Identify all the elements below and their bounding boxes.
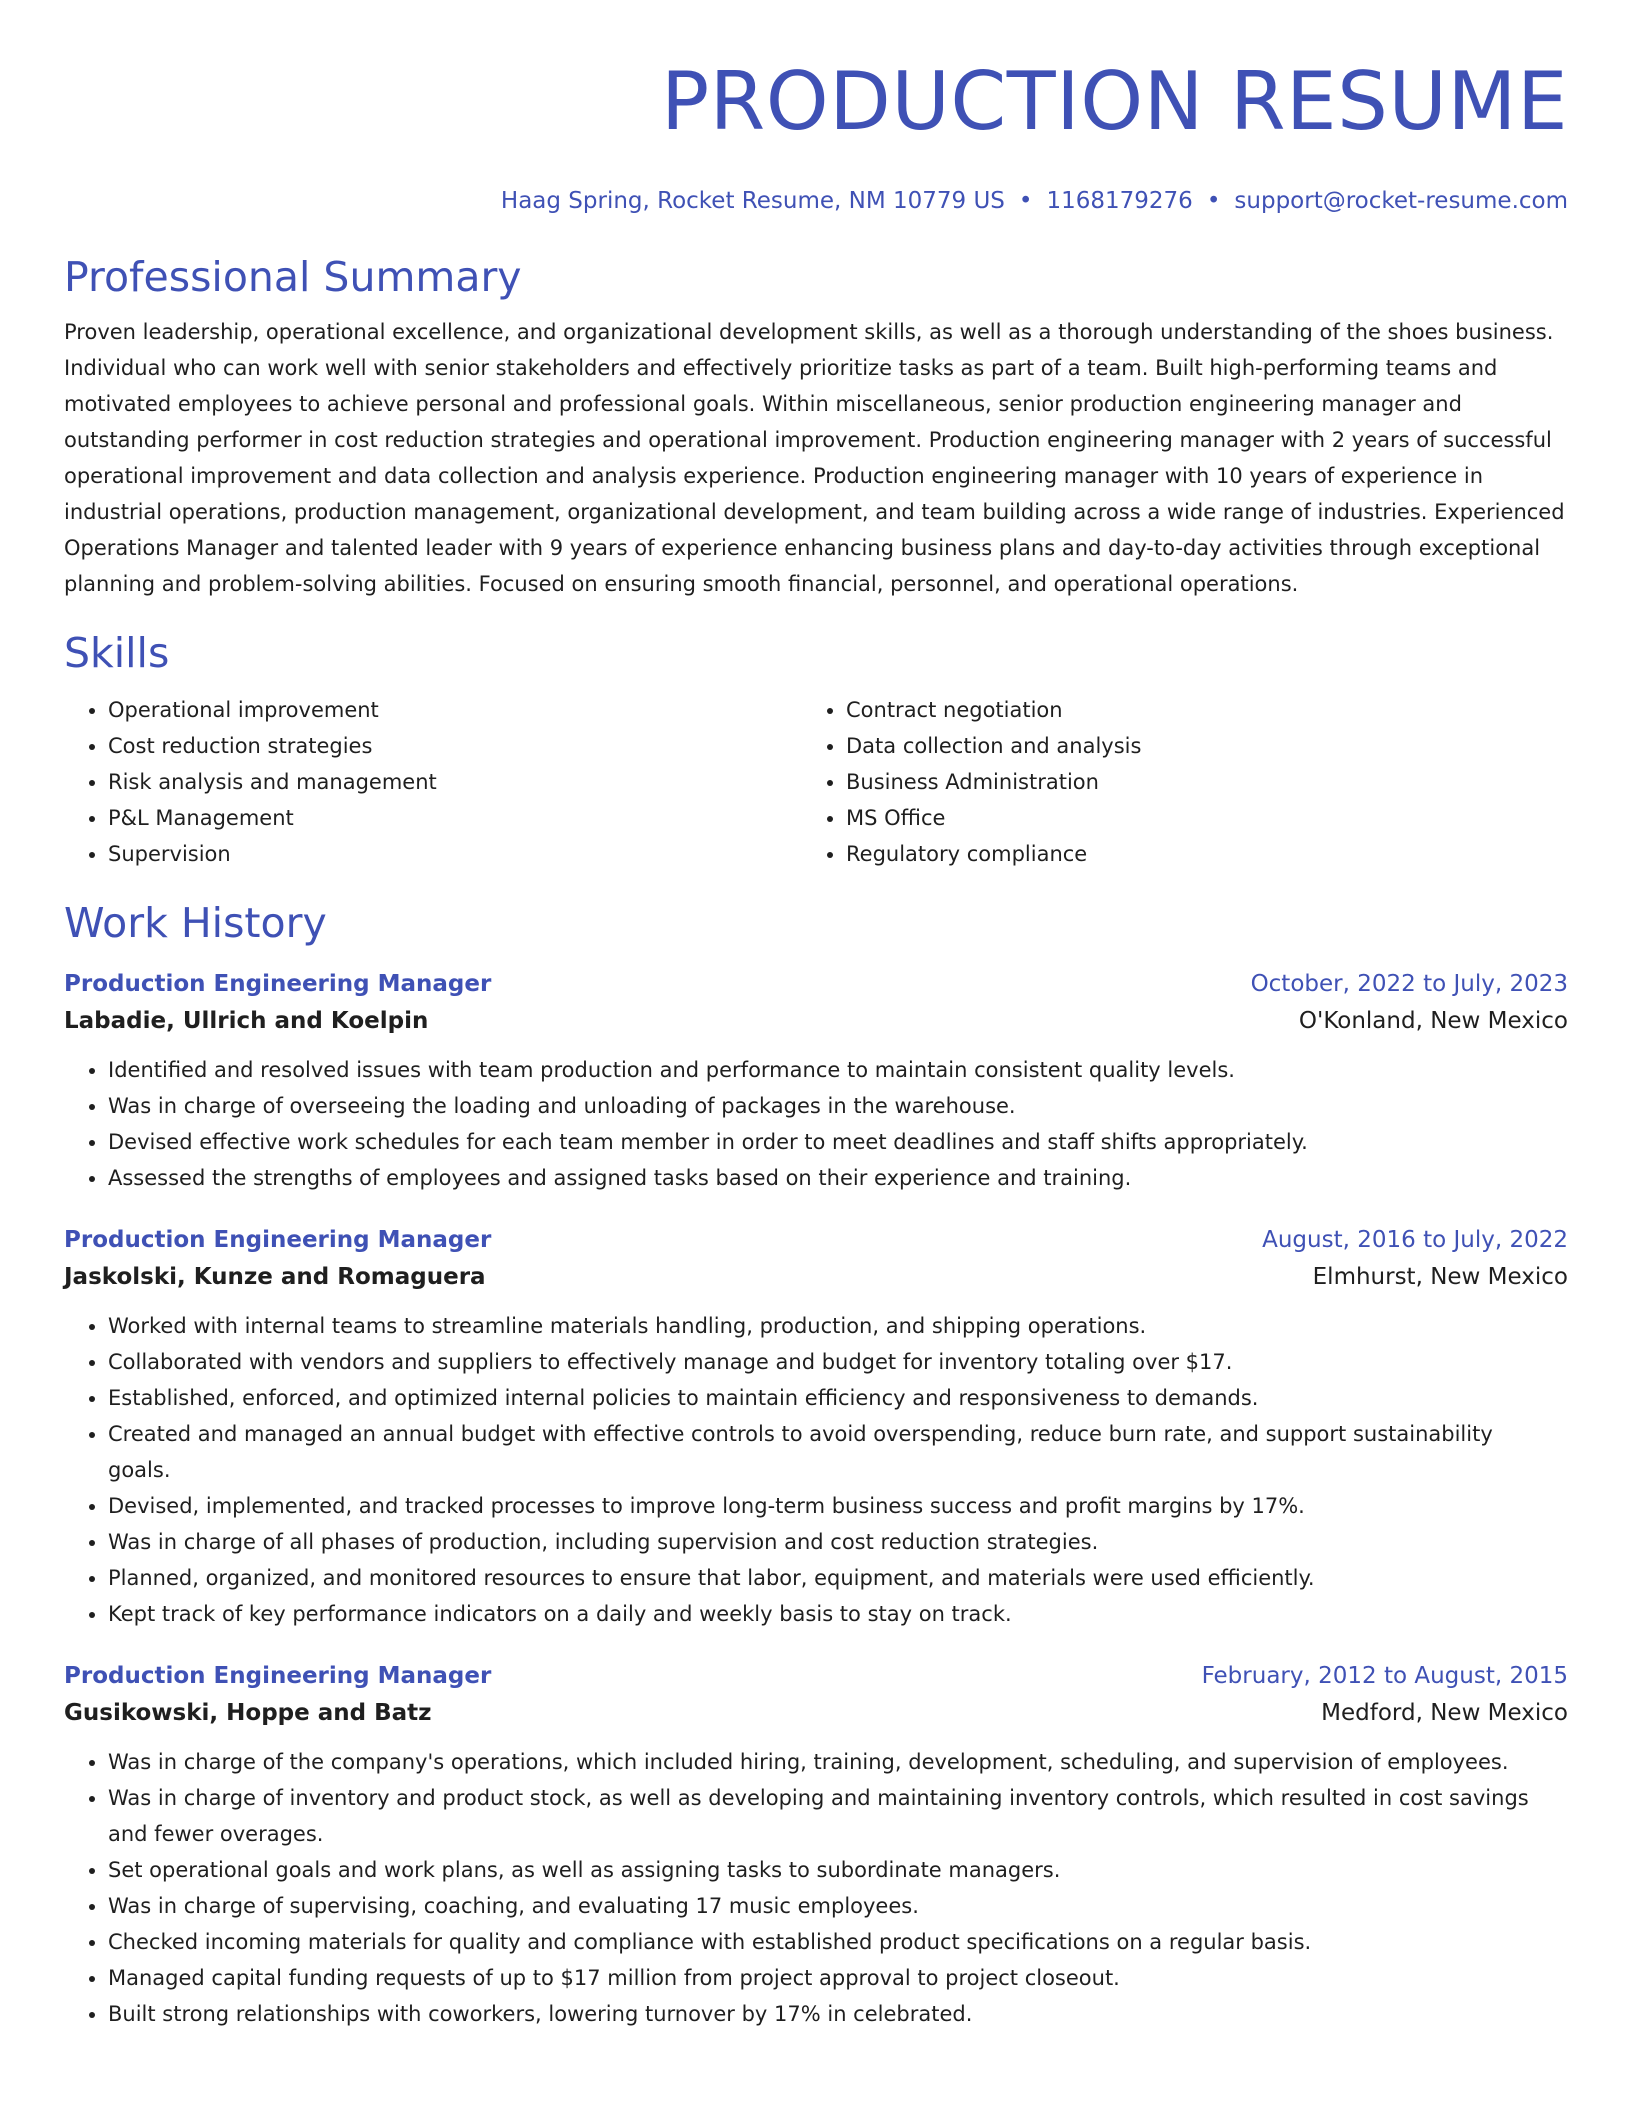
skill-item: • P&L Management <box>108 800 802 836</box>
duty-item: • Was in charge of inventory and product stock, as well as developing and maintaining inventory controls, which resulted in cost savings and fewer overages. <box>108 1780 1568 1852</box>
job-duties <box>64 1308 1568 1632</box>
duty-item: • Devised effective work schedules for each team member in order to meet deadlines and staff shifts appropriately. <box>108 1124 1568 1160</box>
skill-item: • Cost reduction strategies <box>108 728 802 764</box>
duty-item: • Created and managed an annual budget with effective controls to avoid overspending, reduce burn rate, and support sustainability goals. <box>108 1416 1568 1488</box>
job-location: Medford, New Mexico <box>1321 1700 1568 1726</box>
company-name: Labadie, Ullrich and Koelpin <box>64 1008 429 1034</box>
skills-list <box>64 692 1568 872</box>
contact-separator: • <box>1206 188 1221 214</box>
duty-item: • Identified and resolved issues with team production and performance to maintain consistent quality levels. <box>108 1052 1568 1088</box>
job-title: Production Engineering Manager <box>64 971 492 997</box>
skills-column-left <box>64 692 802 872</box>
job-dates: February, 2012 to August, 2015 <box>1201 1663 1568 1689</box>
skill-item: • Business Administration <box>846 764 1540 800</box>
job-employer <box>64 1694 1568 1732</box>
job-header <box>64 1658 1568 1694</box>
duty-item: • Assessed the strengths of employees and assigned tasks based on their experience and training. <box>108 1160 1568 1196</box>
skills-column-right <box>802 692 1540 872</box>
resume-header <box>64 52 1568 216</box>
duty-item: • Established, enforced, and optimized internal policies to maintain efficiency and responsiveness to demands. <box>108 1380 1568 1416</box>
summary-heading: Professional Summary <box>64 253 522 301</box>
contact-address: Haag Spring, Rocket Resume, NM 10779 US <box>500 188 1005 214</box>
duty-item: • Worked with internal teams to streamline materials handling, production, and shipping operations. <box>108 1308 1568 1344</box>
job-title: Production Engineering Manager <box>64 1663 492 1689</box>
job-location: O'Konland, New Mexico <box>1298 1008 1568 1034</box>
job-employer <box>64 1258 1568 1296</box>
skill-item: • Operational improvement <box>108 692 802 728</box>
skill-item: • Contract negotiation <box>846 692 1540 728</box>
job-location: Elmhurst, New Mexico <box>1312 1264 1568 1290</box>
job-duties <box>64 1744 1568 2032</box>
skill-item: • Regulatory compliance <box>846 836 1540 872</box>
job-entry <box>64 1658 1568 2032</box>
duty-item: • Kept track of key performance indicators on a daily and weekly basis to stay on track. <box>108 1596 1568 1632</box>
duty-item: • Was in charge of supervising, coaching, and evaluating 17 music employees. <box>108 1888 1568 1924</box>
job-header <box>64 1222 1568 1258</box>
job-employer <box>64 1002 1568 1040</box>
contact-email: support@rocket-resume.com <box>1234 188 1568 214</box>
duty-item: • Planned, organized, and monitored resources to ensure that labor, equipment, and materials were used efficiently. <box>108 1560 1568 1596</box>
duty-item: • Collaborated with vendors and suppliers to effectively manage and budget for inventory totaling over $17. <box>108 1344 1568 1380</box>
company-name: Jaskolski, Kunze and Romaguera <box>64 1264 486 1290</box>
duty-item: • Was in charge of overseeing the loading and unloading of packages in the warehouse. <box>108 1088 1568 1124</box>
duty-item: • Checked incoming materials for quality and compliance with established product specifications on a regular basis. <box>108 1924 1568 1960</box>
work-history-heading: Work History <box>64 899 327 947</box>
skills-heading: Skills <box>64 629 170 677</box>
duty-item: • Was in charge of the company's operations, which included hiring, training, development, scheduling, and supervision of employees. <box>108 1744 1568 1780</box>
duty-item: • Built strong relationships with coworkers, lowering turnover by 17% in celebrated. <box>108 1996 1568 2032</box>
duty-item: • Set operational goals and work plans, as well as assigning tasks to subordinate managers. <box>108 1852 1568 1888</box>
job-entry <box>64 1222 1568 1632</box>
job-dates: August, 2016 to July, 2022 <box>1262 1227 1568 1253</box>
job-title: Production Engineering Manager <box>64 1227 492 1253</box>
contact-line <box>64 186 1568 216</box>
duty-item: • Was in charge of all phases of production, including supervision and cost reduction strategies. <box>108 1524 1568 1560</box>
contact-separator: • <box>1018 188 1033 214</box>
job-dates: October, 2022 to July, 2023 <box>1250 971 1568 997</box>
skill-item: • Risk analysis and management <box>108 764 802 800</box>
job-duties <box>64 1052 1568 1196</box>
skill-item: • Data collection and analysis <box>846 728 1540 764</box>
skill-item: • MS Office <box>846 800 1540 836</box>
skill-item: • Supervision <box>108 836 802 872</box>
duty-item: • Managed capital funding requests of up to $17 million from project approval to project closeout. <box>108 1960 1568 1996</box>
contact-phone: 1168179276 <box>1046 188 1193 214</box>
candidate-name: PRODUCTION RESUME <box>660 55 1568 148</box>
job-header <box>64 966 1568 1002</box>
duty-item: • Devised, implemented, and tracked processes to improve long-term business success and profit margins by 17%. <box>108 1488 1568 1524</box>
company-name: Gusikowski, Hoppe and Batz <box>64 1700 432 1726</box>
summary-text: Proven leadership, operational excellence, and organizational development skills, as well as a thorough understanding of the shoes business. Individual who can work well with senior stakeholders and effectively prioritize tasks as part of a team. Built high-performing teams and motivated employees to achieve personal and professional goals. Within miscellaneous, senior production engineering manager and outstanding performer in cost reduction strategies and operational improvement. Production engineering manager with 2 years of successful operational improvement and data collection and analysis experience. Production engineering manager with 10 years of experience in industrial operations, production management, organizational development, and team building across a wide range of industries. Experienced Operations Manager and talented leader with 9 years of experience enhancing business plans and day-to-day activities through exceptional planning and problem-solving abilities. Focused on ensuring smooth financial, personnel, and operational operations. <box>64 320 1565 596</box>
job-entry <box>64 966 1568 1196</box>
